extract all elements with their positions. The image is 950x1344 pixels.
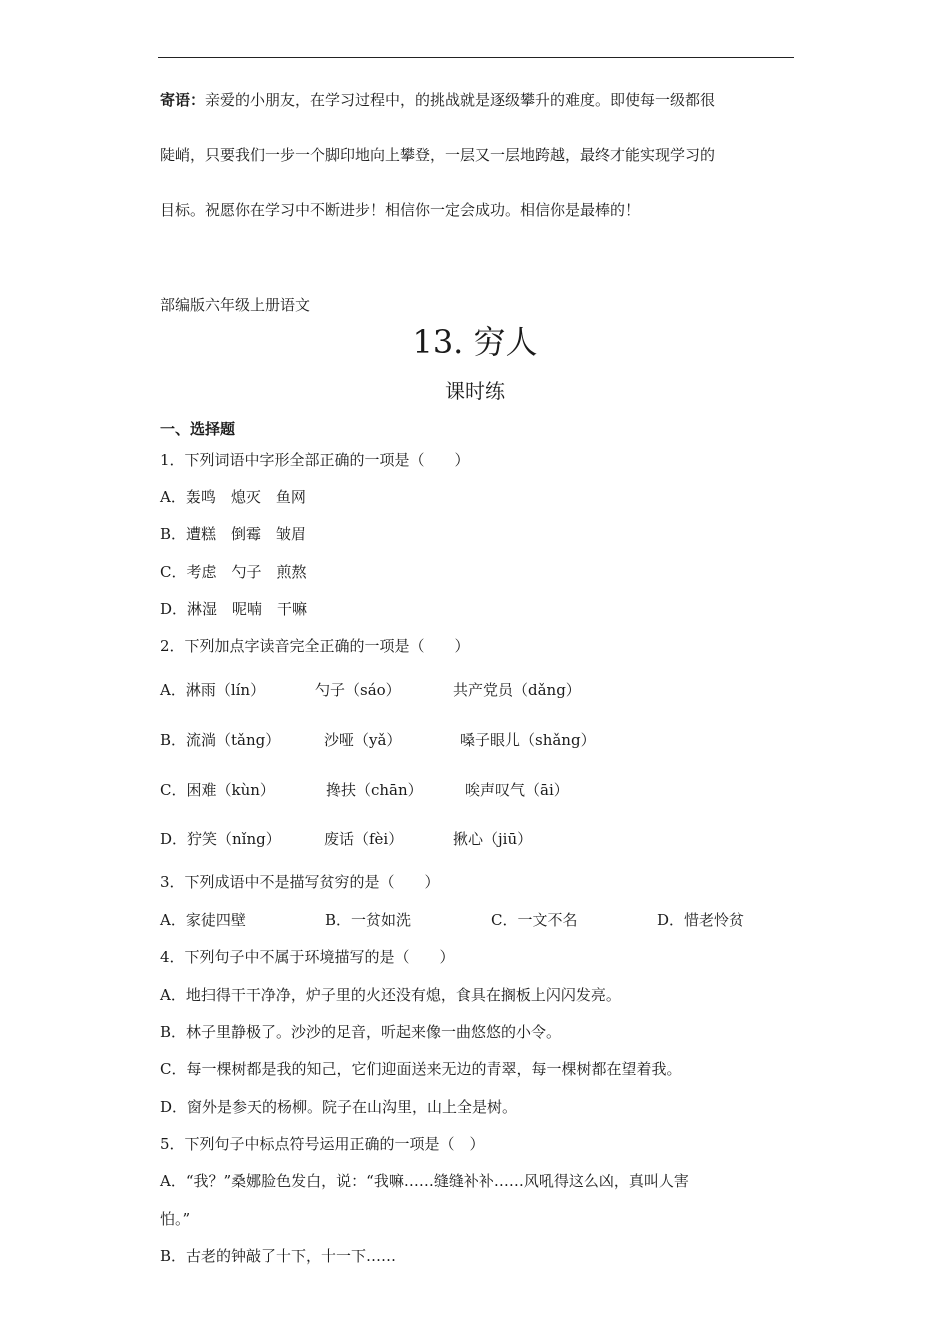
q3-stem: 3．下列成语中不是描写贫穷的是（ ） [160,873,440,891]
q2-d-2: 废话（fèi） [324,830,404,848]
intro-line-1 [160,91,715,109]
q5-option-b: B．古老的钟敲了十下，十一下…… [160,1247,397,1265]
q2-b-3: 嗓子眼儿（shǎng） [460,731,596,749]
q4-option-b: B．林子里静极了。沙沙的足音，听起来像一曲悠悠的小令。 [160,1023,562,1041]
q1-option-a: A．轰鸣 熄灭 鱼网 [160,488,306,506]
lesson-title: 13. 穷人 [412,323,538,361]
q5-option-a-line-2: 怕。” [160,1210,191,1228]
q4-option-c: C．每一棵树都是我的知己，它们迎面送来无边的青翠，每一棵树都在望着我。 [160,1060,682,1078]
q4-option-a: A．地扫得干干净净，炉子里的火还没有熄，食具在搁板上闪闪发亮。 [160,986,621,1004]
q1-option-c: C．考虑 勺子 煎熬 [160,563,307,581]
intro-label: 寄语： [160,91,206,109]
intro-line-3: 目标。祝愿你在学习中不断进步！相信你一定会成功。相信你是最棒的！ [160,201,641,219]
q3-option-c: C．一文不名 [491,911,578,929]
q1-option-b: B．遭糕 倒霉 皱眉 [160,525,307,543]
q4-option-d: D．窗外是参天的杨柳。院子在山沟里，山上全是树。 [160,1098,518,1116]
q2-a-3: 共产党员（dǎng） [453,681,581,699]
q2-c-3: 唉声叹气（āi） [465,781,569,799]
q2-b-1: B．流淌（tǎng） [160,731,281,749]
intro-line-2: 陡峭，只要我们一步一个脚印地向上攀登，一层又一层地跨越，最终才能实现学习的 [160,146,716,164]
q2-a-1: A．淋雨（lín） [160,681,266,699]
q5-option-a-line-1: A．“我？”桑娜脸色发白，说：“我嘛……缝缝补补……风吼得这么凶，真叫人害 [160,1172,689,1190]
q1-stem: 1．下列词语中字形全部正确的一项是（ ） [160,451,470,469]
q2-c-2: 搀扶（chān） [326,781,423,799]
q2-a-2: 勺子（sáo） [315,681,401,699]
q3-option-b: B．一贫如洗 [325,911,412,929]
q5-stem: 5．下列句子中标点符号运用正确的一项是（ ） [160,1135,485,1153]
q2-stem: 2．下列加点字读音完全正确的一项是（ ） [160,637,470,655]
q4-stem: 4．下列句子中不属于环境描写的是（ ） [160,948,455,966]
header-rule [158,57,794,58]
lesson-subtitle: 课时练 [445,379,505,403]
q2-d-1: D．狞笑（nǐng） [160,830,281,848]
q3-option-d: D．惜老怜贫 [657,911,745,929]
q1-option-d: D．淋湿 呢喃 干嘛 [160,600,308,618]
section-heading: 一、选择题 [160,420,236,438]
q2-b-2: 沙哑（yǎ） [324,731,402,749]
q3-option-a: A．家徒四壁 [160,911,246,929]
intro-text-1: 亲爱的小朋友，在学习过程中，的挑战就是逐级攀升的难度。即使每一级都很 [205,91,716,109]
q2-d-3: 揪心（jiū） [453,830,533,848]
q2-c-1: C．困难（kùn） [160,781,275,799]
book-subtitle: 部编版六年级上册语文 [160,296,311,314]
